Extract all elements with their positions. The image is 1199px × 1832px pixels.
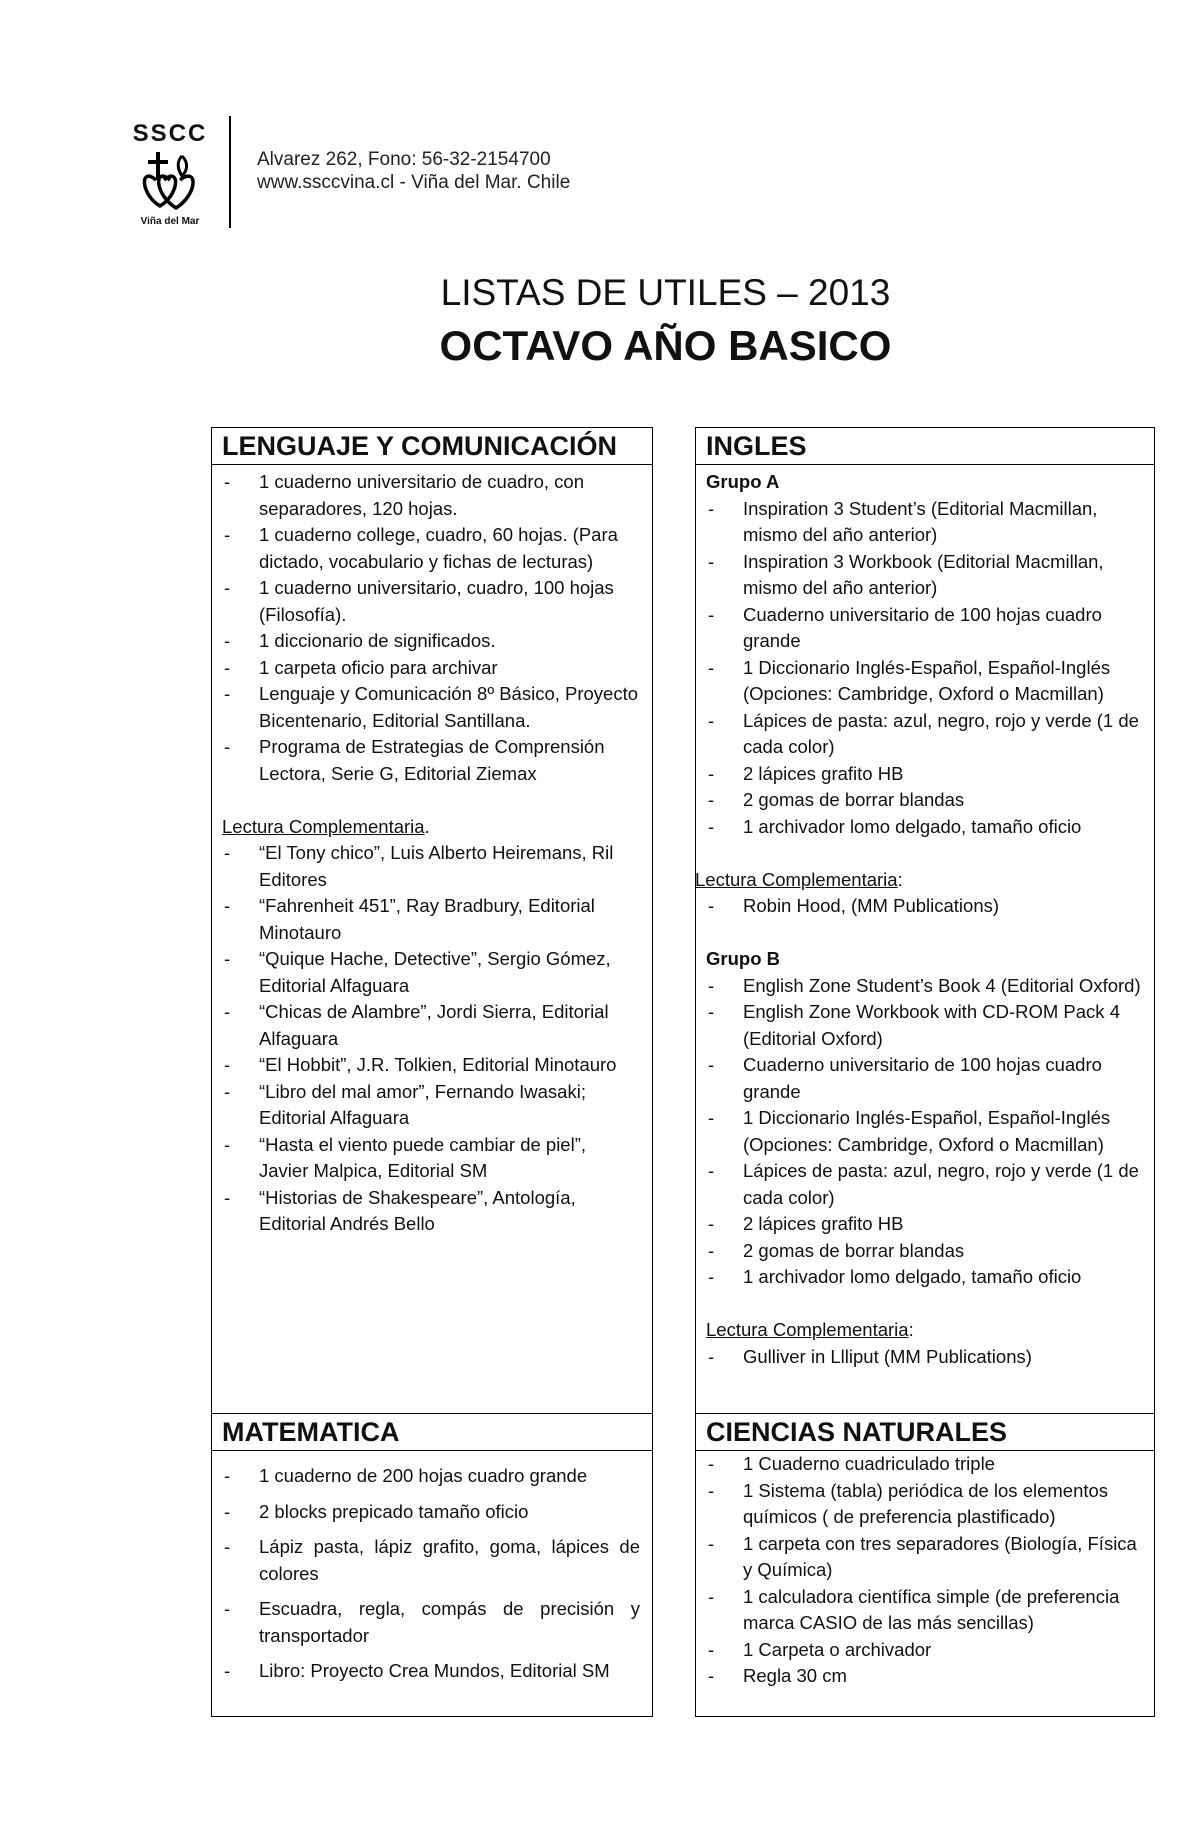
lectura-heading	[706, 1317, 1142, 1344]
school-logo	[122, 120, 218, 230]
list-item: - 1 Carpeta o archivador	[706, 1637, 1142, 1664]
lectura-punct: .	[424, 815, 430, 837]
list-item: - 1 Cuaderno cuadriculado triple	[706, 1451, 1142, 1478]
matematica-list	[222, 1463, 640, 1685]
logo-emblem-icon	[136, 150, 206, 214]
lectura-punct: :	[897, 868, 903, 890]
lenguaje-box	[211, 427, 653, 1414]
grupo-b-lectura-list	[706, 1344, 1142, 1371]
grupo-a-label: Grupo A	[706, 471, 780, 492]
grupo-a-list	[706, 496, 1142, 841]
list-item: - 1 cuaderno universitario de cuadro, con separadores, 120 hojas.	[222, 469, 640, 522]
list-item: - “Libro del mal amor”, Fernando Iwasaki; Editorial Alfaguara	[222, 1079, 640, 1132]
list-item: - 2 blocks prepicado tamaño oficio	[222, 1499, 640, 1526]
list-item: - 1 archivador lomo delgado, tamaño oficio	[706, 1264, 1142, 1291]
list-item: - English Zone Workbook with CD-ROM Pack 4 (Editorial Oxford)	[706, 999, 1142, 1052]
list-item: - “Fahrenheit 451”, Ray Bradbury, Editorial Minotauro	[222, 893, 640, 946]
page-subtitle: LISTAS DE UTILES – 2013	[440, 272, 891, 313]
list-item: - Regla 30 cm	[706, 1663, 1142, 1690]
list-item: - 2 lápices grafito HB	[706, 1211, 1142, 1238]
list-item: - “Hasta el viento puede cambiar de piel”, Javier Malpica, Editorial SM	[222, 1132, 640, 1185]
list-item: - 1 cuaderno de 200 hojas cuadro grande	[222, 1463, 640, 1490]
ingles-heading: INGLES	[696, 428, 1154, 465]
list-item: - 1 carpeta con tres separadores (Biología, Física y Química)	[706, 1531, 1142, 1584]
lectura-heading	[695, 867, 1142, 894]
list-item: - Robin Hood, (MM Publications)	[706, 893, 1142, 920]
matematica-heading: MATEMATICA	[212, 1414, 652, 1451]
logo-text: SSCC	[132, 120, 208, 147]
list-item: - Lápices de pasta: azul, negro, rojo y verde (1 de cada color)	[706, 1158, 1142, 1211]
list-item: - 2 gomas de borrar blandas	[706, 1238, 1142, 1265]
lectura-label: Lectura Complementaria	[695, 868, 898, 890]
list-item: - Programa de Estrategias de Comprensión Lectora, Serie G, Editorial Ziemax	[222, 734, 640, 787]
list-item: - Lápiz pasta, lápiz grafito, goma, lápices de colores	[222, 1534, 640, 1587]
list-item: - Escuadra, regla, compás de precisión y transportador	[222, 1596, 640, 1649]
logo-city: Viña del Mar	[140, 216, 200, 227]
grupo-a-lectura-list	[706, 893, 1142, 920]
list-item: - 1 carpeta oficio para archivar	[222, 655, 640, 682]
header-divider	[229, 116, 231, 228]
list-item: - 1 cuaderno universitario, cuadro, 100 hojas (Filosofía).	[222, 575, 640, 628]
list-item: - 1 Diccionario Inglés-Español, Español-Inglés (Opciones: Cambridge, Oxford o Macmillan)	[706, 1105, 1142, 1158]
website-line: www.ssccvina.cl - Viña del Mar. Chile	[257, 172, 571, 193]
lenguaje-lectura-list	[222, 840, 640, 1238]
list-item: - Cuaderno universitario de 100 hojas cuadro grande	[706, 602, 1142, 655]
list-item: - Inspiration 3 Student’s (Editorial Macmillan, mismo del año anterior)	[706, 496, 1142, 549]
matematica-box	[211, 1413, 653, 1717]
lectura-punct: :	[908, 1319, 914, 1340]
list-item: - 1 calculadora científica simple (de preferencia marca CASIO de las más sencillas)	[706, 1584, 1142, 1637]
page-title: OCTAVO AÑO BASICO	[439, 322, 892, 369]
grupo-b-label: Grupo B	[706, 948, 780, 969]
list-item: - 2 lápices grafito HB	[706, 761, 1142, 788]
list-item: - “Chicas de Alambre”, Jordi Sierra, Editorial Alfaguara	[222, 999, 640, 1052]
lectura-heading	[222, 814, 640, 841]
lectura-label: Lectura Complementaria	[706, 1319, 909, 1340]
list-item: - 1 Diccionario Inglés-Español, Español-Inglés (Opciones: Cambridge, Oxford o Macmillan)	[706, 655, 1142, 708]
list-item: - 1 cuaderno college, cuadro, 60 hojas. (Para dictado, vocabulario y fichas de lecturas)	[222, 522, 640, 575]
ciencias-box	[695, 1413, 1155, 1717]
list-item: - “El Hobbit”, J.R. Tolkien, Editorial Minotauro	[222, 1052, 640, 1079]
list-item: - English Zone Student’s Book 4 (Editorial Oxford)	[706, 973, 1142, 1000]
list-item: - “Quique Hache, Detective”, Sergio Gómez, Editorial Alfaguara	[222, 946, 640, 999]
list-item: - 1 archivador lomo delgado, tamaño oficio	[706, 814, 1142, 841]
school-address	[257, 148, 570, 194]
list-item: - 1 diccionario de significados.	[222, 628, 640, 655]
lenguaje-heading: LENGUAJE Y COMUNICACIÓN	[212, 428, 652, 465]
list-item: - “El Tony chico”, Luis Alberto Heiremans, Ril Editores	[222, 840, 640, 893]
ciencias-heading: CIENCIAS NATURALES	[696, 1414, 1154, 1451]
list-item: - Inspiration 3 Workbook (Editorial Macmillan, mismo del año anterior)	[706, 549, 1142, 602]
list-item: - Lenguaje y Comunicación 8º Básico, Proyecto Bicentenario, Editorial Santillana.	[222, 681, 640, 734]
list-item: - 2 gomas de borrar blandas	[706, 787, 1142, 814]
list-item: - 1 Sistema (tabla) periódica de los elementos químicos ( de preferencia plastificado)	[706, 1478, 1142, 1531]
list-item: - Libro: Proyecto Crea Mundos, Editorial SM	[222, 1658, 640, 1685]
list-item: - Gulliver in Llliput (MM Publications)	[706, 1344, 1142, 1371]
address-line: Alvarez 262, Fono: 56-32-2154700	[257, 149, 551, 170]
list-item: - Cuaderno universitario de 100 hojas cuadro grande	[706, 1052, 1142, 1105]
list-item: - Lápices de pasta: azul, negro, rojo y verde (1 de cada color)	[706, 708, 1142, 761]
ingles-box	[695, 427, 1155, 1414]
lectura-label: Lectura Complementaria	[222, 815, 425, 837]
lenguaje-list	[222, 469, 640, 787]
list-item: - “Historias de Shakespeare”, Antología, Editorial Andrés Bello	[222, 1185, 640, 1238]
grupo-b-list	[706, 973, 1142, 1291]
ciencias-list	[706, 1451, 1142, 1690]
